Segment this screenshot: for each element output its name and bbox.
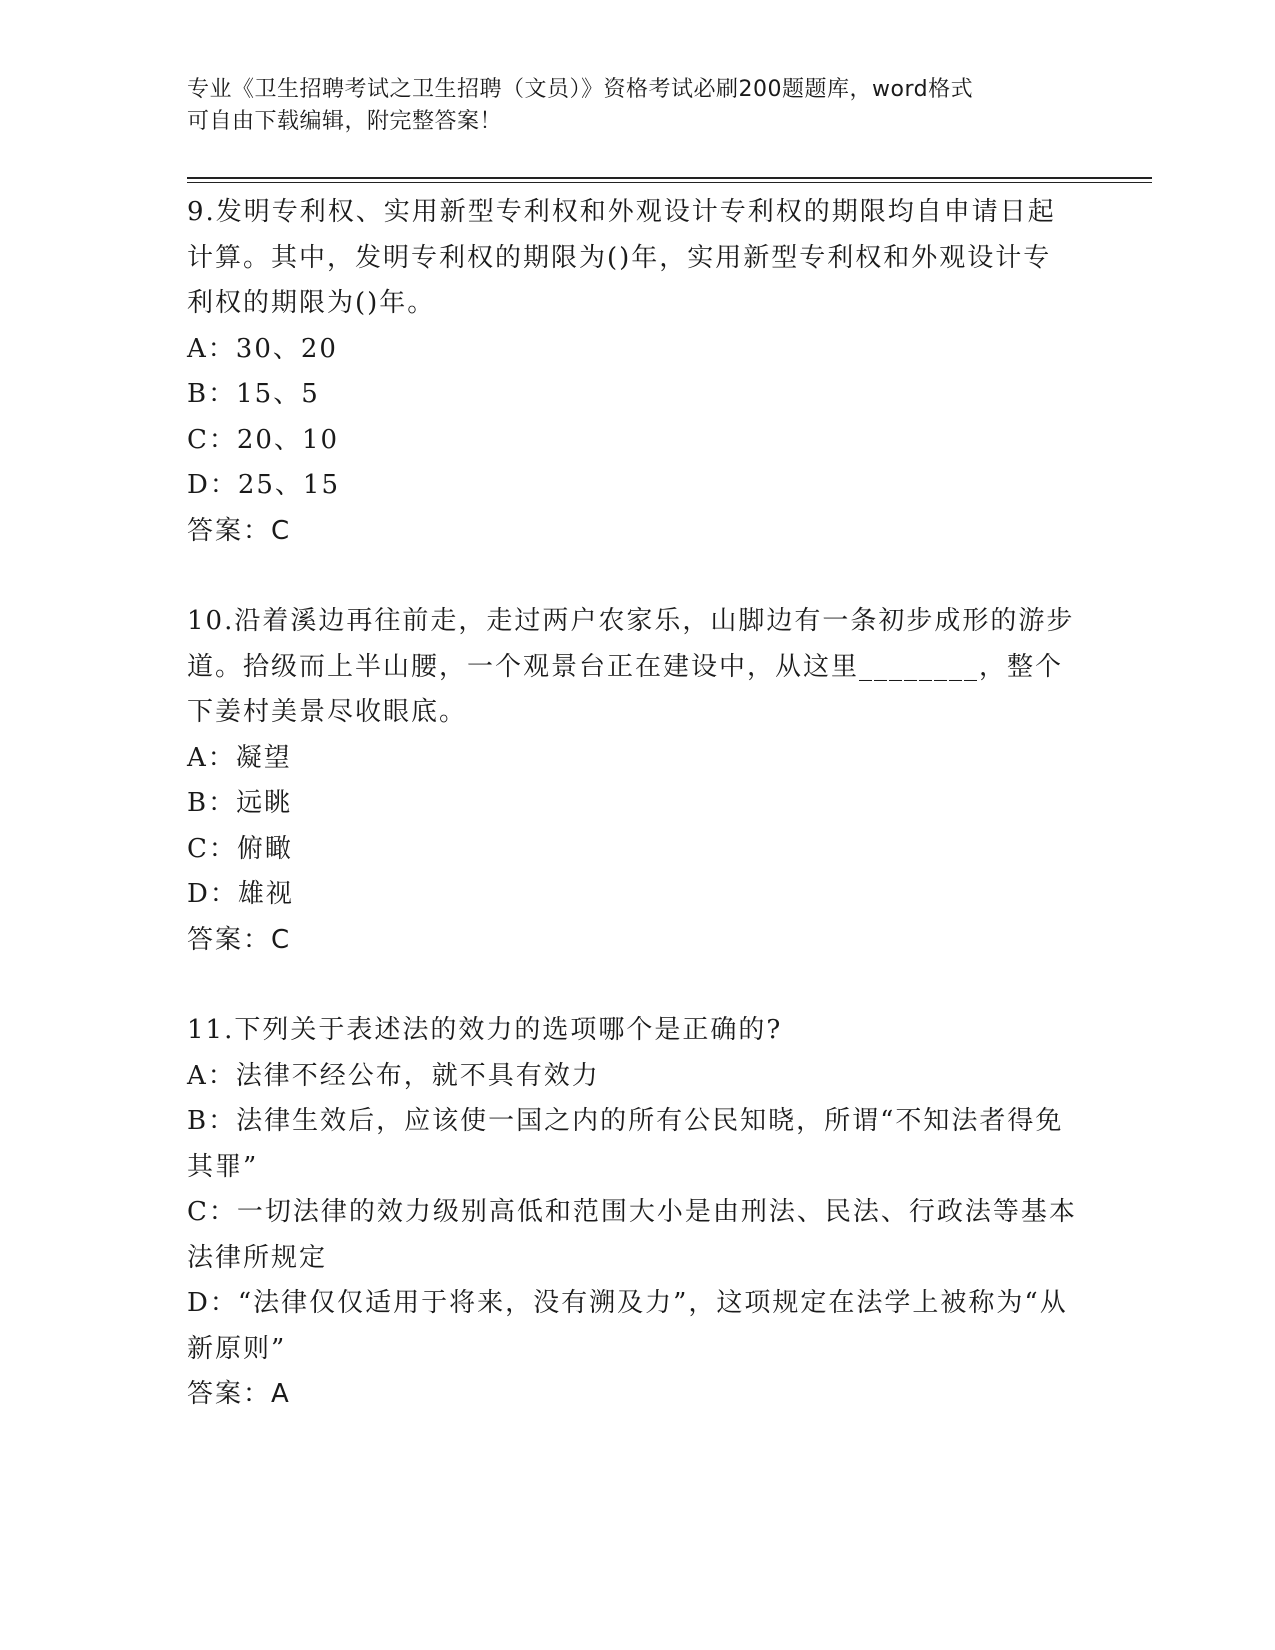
option-d: D：25、15 [187,470,341,500]
header-line-2: 可自由下载编辑，附完整答案！ [187,109,503,134]
option-a: A：法律不经公布，就不具有效力 [187,1060,600,1091]
document-header [187,74,1057,138]
question-10 [187,599,1077,963]
option-a: A：凝望 [187,742,292,773]
answer-line: 答案：C [187,515,292,546]
option-c: C：一切法律的效力级别高低和范围大小是由刑法、民法、行政法等基本法律所规定 [187,1197,1077,1273]
question-list [187,190,1077,1463]
header-divider-thin [187,182,1152,183]
option-b: B：法律生效后，应该使一国之内的所有公民知晓，所谓“不知法者得免其罪” [187,1106,1064,1182]
option-a: A：30、20 [187,333,338,364]
option-d: D：“法律仅仅适用于将来，没有溯及力”，这项规定在法学上被称为“从新原则” [187,1288,1068,1364]
question-stem: 9.发明专利权、实用新型专利权和外观设计专利权的期限均自申请日起计算。其中，发明专利权的期限为()年，实用新型专利权和外观设计专利权的期限为()年。 [187,197,1056,318]
question-11 [187,1008,1077,1418]
answer-line: 答案：C [187,924,292,955]
question-stem: 11.下列关于表述法的效力的选项哪个是正确的? [187,1015,783,1045]
option-d: D：雄视 [187,879,294,909]
answer-line: 答案：A [187,1379,291,1409]
option-c: C：20、10 [187,424,340,455]
question-9 [187,190,1077,554]
option-b: B：远眺 [187,788,293,818]
header-line-1: 专业《卫生招聘考试之卫生招聘（文员）》资格考试必刷200题题库，word格式 [187,77,974,102]
option-b: B：15、5 [187,379,320,409]
header-divider-thick [187,177,1152,179]
question-stem: 10.沿着溪边再往前走，走过两户农家乐，山脚边有一条初步成形的游步道。拾级而上半山腰，一个观景台正在建设中，从这里________，整个下姜村美景尽收眼底。 [187,606,1075,727]
option-c: C：俯瞰 [187,833,293,864]
